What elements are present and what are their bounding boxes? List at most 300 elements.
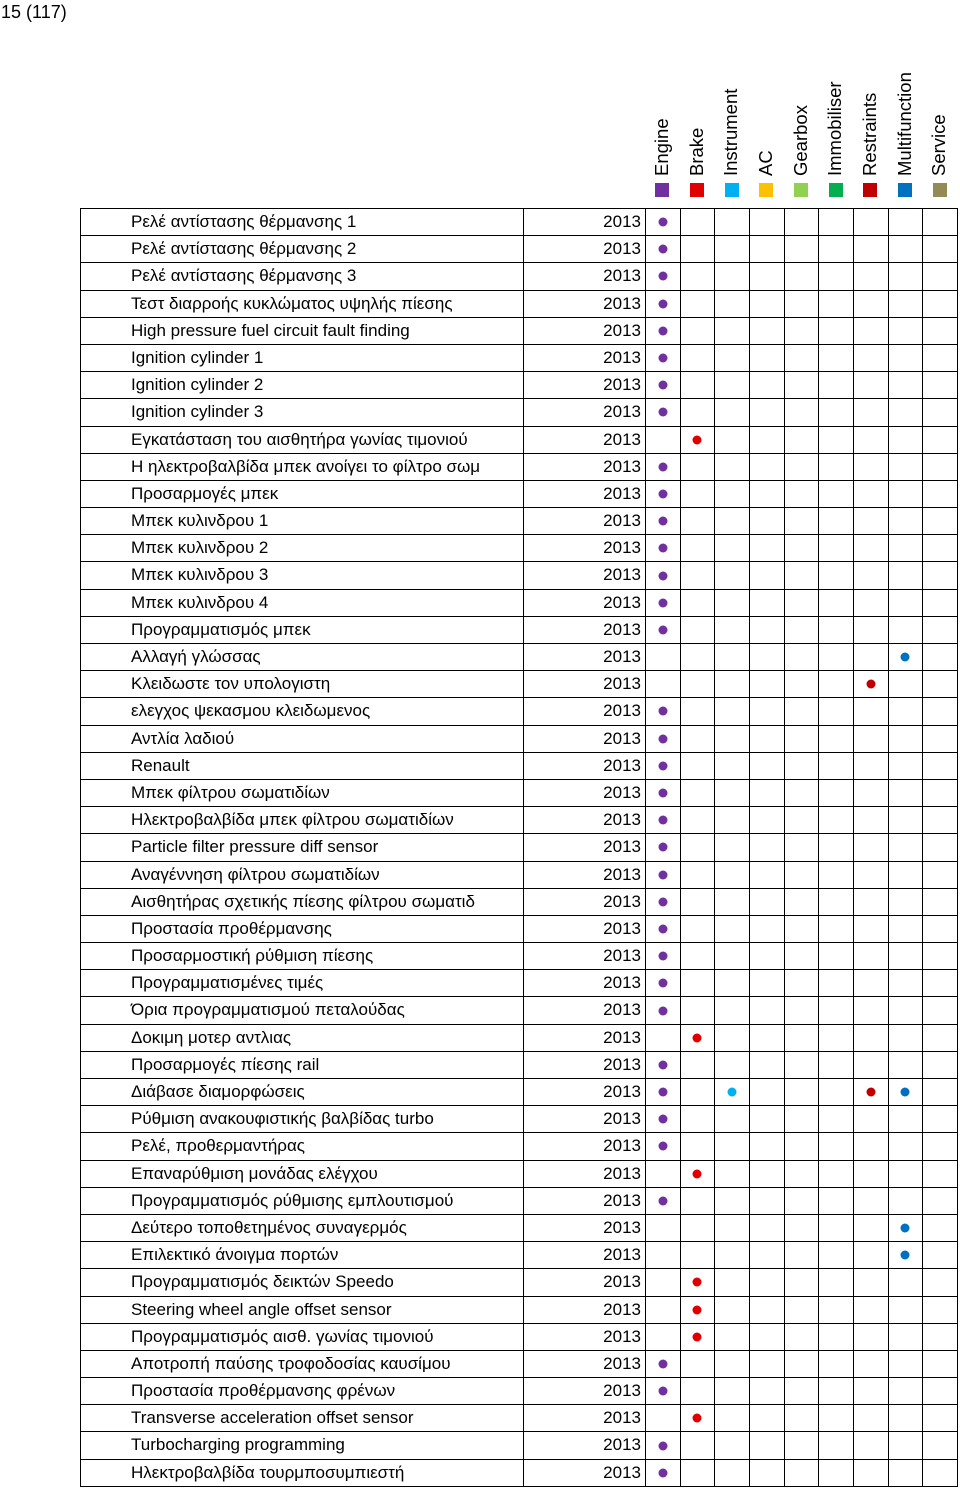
cell-service	[923, 644, 958, 671]
cell-service	[923, 1188, 958, 1215]
cell-immobiliser	[819, 1297, 854, 1324]
engine-supported-dot	[658, 843, 667, 852]
cell-multifunction	[889, 562, 924, 589]
cell-restraints	[854, 1215, 889, 1242]
cell-service	[923, 399, 958, 426]
cell-brake	[681, 1269, 716, 1296]
cell-ac	[750, 427, 785, 454]
row-function-name: Δεύτερο τοποθετημένος συναγερμός	[81, 1215, 524, 1242]
cell-immobiliser	[819, 889, 854, 916]
cell-ac	[750, 1242, 785, 1269]
cell-instrument	[715, 889, 750, 916]
restraints-legend-swatch	[863, 183, 877, 197]
engine-supported-dot	[658, 761, 667, 770]
cell-immobiliser	[819, 508, 854, 535]
table-row	[81, 997, 958, 1024]
cell-immobiliser	[819, 1405, 854, 1432]
cell-multifunction	[889, 807, 924, 834]
cell-service	[923, 508, 958, 535]
cell-restraints	[854, 209, 889, 236]
cell-brake	[681, 590, 716, 617]
cell-gearbox	[785, 1215, 820, 1242]
table-row	[81, 753, 958, 780]
row-year: 2013	[524, 263, 646, 290]
cell-brake	[681, 1405, 716, 1432]
cell-immobiliser	[819, 753, 854, 780]
cell-multifunction	[889, 1052, 924, 1079]
cell-immobiliser	[819, 862, 854, 889]
row-function-name: Προστασία προθέρμανσης	[81, 916, 524, 943]
cell-gearbox	[785, 291, 820, 318]
row-function-name: Ρύθμιση ανακουφιστικής βαλβίδας turbo	[81, 1106, 524, 1133]
brake-supported-dot	[693, 435, 702, 444]
cell-restraints	[854, 997, 889, 1024]
column-header-ac	[749, 40, 784, 200]
cell-brake	[681, 644, 716, 671]
cell-engine	[646, 1188, 681, 1215]
cell-instrument	[715, 590, 750, 617]
cell-ac	[750, 834, 785, 861]
cell-instrument	[715, 943, 750, 970]
table-row	[81, 345, 958, 372]
table-row	[81, 862, 958, 889]
cell-brake	[681, 209, 716, 236]
cell-gearbox	[785, 807, 820, 834]
cell-service	[923, 1269, 958, 1296]
cell-immobiliser	[819, 263, 854, 290]
cell-immobiliser	[819, 834, 854, 861]
cell-gearbox	[785, 1378, 820, 1405]
cell-multifunction	[889, 291, 924, 318]
engine-supported-dot	[658, 598, 667, 607]
cell-immobiliser	[819, 970, 854, 997]
cell-ac	[750, 726, 785, 753]
cell-multifunction	[889, 834, 924, 861]
row-year: 2013	[524, 807, 646, 834]
engine-legend-swatch	[655, 183, 669, 197]
cell-service	[923, 943, 958, 970]
engine-supported-dot	[658, 1088, 667, 1097]
row-year: 2013	[524, 1161, 646, 1188]
column-label-brake: Brake	[685, 127, 707, 176]
cell-brake	[681, 1025, 716, 1052]
engine-supported-dot	[658, 952, 667, 961]
engine-supported-dot	[658, 924, 667, 933]
row-year: 2013	[524, 1269, 646, 1296]
table-row	[81, 372, 958, 399]
cell-gearbox	[785, 562, 820, 589]
cell-instrument	[715, 263, 750, 290]
cell-service	[923, 345, 958, 372]
cell-restraints	[854, 916, 889, 943]
row-function-name: Ignition cylinder 3	[81, 399, 524, 426]
cell-restraints	[854, 1188, 889, 1215]
table-row	[81, 916, 958, 943]
cell-ac	[750, 1351, 785, 1378]
cell-instrument	[715, 916, 750, 943]
cell-service	[923, 862, 958, 889]
cell-engine	[646, 943, 681, 970]
row-function-name: Αλλαγή γλώσσας	[81, 644, 524, 671]
cell-instrument	[715, 1378, 750, 1405]
cell-brake	[681, 807, 716, 834]
cell-instrument	[715, 1405, 750, 1432]
column-label-instrument: Instrument	[720, 88, 742, 176]
table-row	[81, 318, 958, 345]
row-year: 2013	[524, 318, 646, 345]
instrument-supported-dot	[728, 1088, 737, 1097]
engine-supported-dot	[658, 245, 667, 254]
cell-gearbox	[785, 318, 820, 345]
row-year: 2013	[524, 617, 646, 644]
cell-immobiliser	[819, 1460, 854, 1487]
cell-engine	[646, 236, 681, 263]
cell-immobiliser	[819, 698, 854, 725]
cell-engine	[646, 318, 681, 345]
cell-restraints	[854, 1242, 889, 1269]
cell-ac	[750, 481, 785, 508]
row-function-name: Μπεκ κυλινδρου 2	[81, 535, 524, 562]
cell-ac	[750, 1025, 785, 1052]
cell-restraints	[854, 807, 889, 834]
cell-gearbox	[785, 889, 820, 916]
cell-ac	[750, 535, 785, 562]
cell-restraints	[854, 318, 889, 345]
cell-brake	[681, 291, 716, 318]
cell-immobiliser	[819, 1378, 854, 1405]
cell-engine	[646, 562, 681, 589]
column-label-gearbox: Gearbox	[789, 105, 811, 176]
row-year: 2013	[524, 671, 646, 698]
row-function-name: Εγκατάσταση του αισθητήρα γωνίας τιμονιού	[81, 427, 524, 454]
cell-instrument	[715, 644, 750, 671]
cell-engine	[646, 1297, 681, 1324]
row-function-name: High pressure fuel circuit fault finding	[81, 318, 524, 345]
column-label-service: Service	[928, 114, 950, 176]
row-year: 2013	[524, 1324, 646, 1351]
engine-supported-dot	[658, 489, 667, 498]
cell-ac	[750, 1460, 785, 1487]
cell-service	[923, 1460, 958, 1487]
row-year: 2013	[524, 291, 646, 318]
cell-restraints	[854, 345, 889, 372]
cell-gearbox	[785, 726, 820, 753]
brake-supported-dot	[693, 1414, 702, 1423]
cell-immobiliser	[819, 1188, 854, 1215]
row-function-name: Μπεκ κυλινδρου 4	[81, 590, 524, 617]
row-function-name: ελεγχος ψεκασμου κλειδωμενος	[81, 698, 524, 725]
cell-immobiliser	[819, 535, 854, 562]
cell-brake	[681, 1079, 716, 1106]
cell-gearbox	[785, 862, 820, 889]
cell-immobiliser	[819, 1133, 854, 1160]
cell-multifunction	[889, 916, 924, 943]
row-year: 2013	[524, 345, 646, 372]
table-row	[81, 644, 958, 671]
engine-supported-dot	[658, 707, 667, 716]
row-function-name: Ignition cylinder 2	[81, 372, 524, 399]
row-year: 2013	[524, 1215, 646, 1242]
cell-service	[923, 590, 958, 617]
cell-instrument	[715, 807, 750, 834]
row-year: 2013	[524, 209, 646, 236]
cell-instrument	[715, 372, 750, 399]
cell-service	[923, 318, 958, 345]
cell-ac	[750, 1079, 785, 1106]
cell-engine	[646, 671, 681, 698]
row-year: 2013	[524, 834, 646, 861]
row-year: 2013	[524, 372, 646, 399]
cell-ac	[750, 943, 785, 970]
row-year: 2013	[524, 1297, 646, 1324]
cell-immobiliser	[819, 318, 854, 345]
cell-engine	[646, 970, 681, 997]
column-header-service	[922, 40, 957, 200]
cell-ac	[750, 916, 785, 943]
restraints-supported-dot	[866, 680, 875, 689]
cell-gearbox	[785, 916, 820, 943]
table-row	[81, 1106, 958, 1133]
brake-supported-dot	[693, 1278, 702, 1287]
cell-restraints	[854, 862, 889, 889]
row-function-name: Ρελέ αντίστασης θέρμανσης 3	[81, 263, 524, 290]
cell-service	[923, 481, 958, 508]
table-row	[81, 427, 958, 454]
row-year: 2013	[524, 1432, 646, 1459]
cell-instrument	[715, 671, 750, 698]
cell-immobiliser	[819, 1269, 854, 1296]
cell-service	[923, 1215, 958, 1242]
cell-gearbox	[785, 1242, 820, 1269]
cell-service	[923, 753, 958, 780]
row-function-name: Προγραμματισμένες τιμές	[81, 970, 524, 997]
row-function-name: Δοκιμη μοτερ αντλιας	[81, 1025, 524, 1052]
cell-brake	[681, 399, 716, 426]
table-row	[81, 1161, 958, 1188]
engine-supported-dot	[658, 326, 667, 335]
cell-engine	[646, 889, 681, 916]
cell-ac	[750, 372, 785, 399]
cell-brake	[681, 1242, 716, 1269]
cell-brake	[681, 862, 716, 889]
cell-service	[923, 1351, 958, 1378]
cell-gearbox	[785, 1297, 820, 1324]
cell-restraints	[854, 1106, 889, 1133]
cell-service	[923, 209, 958, 236]
cell-multifunction	[889, 1351, 924, 1378]
cell-ac	[750, 1269, 785, 1296]
table-row	[81, 671, 958, 698]
cell-restraints	[854, 698, 889, 725]
brake-legend-swatch	[690, 183, 704, 197]
cell-multifunction	[889, 1297, 924, 1324]
row-function-name: Επαναρύθμιση μονάδας ελέγχου	[81, 1161, 524, 1188]
cell-immobiliser	[819, 807, 854, 834]
cell-multifunction	[889, 970, 924, 997]
row-year: 2013	[524, 1351, 646, 1378]
cell-immobiliser	[819, 780, 854, 807]
brake-supported-dot	[693, 1033, 702, 1042]
row-year: 2013	[524, 535, 646, 562]
row-function-name: Αντλία λαδιού	[81, 726, 524, 753]
table-row	[81, 236, 958, 263]
restraints-supported-dot	[866, 1088, 875, 1097]
cell-instrument	[715, 481, 750, 508]
cell-service	[923, 834, 958, 861]
cell-instrument	[715, 1432, 750, 1459]
cell-ac	[750, 862, 785, 889]
cell-engine	[646, 399, 681, 426]
cell-service	[923, 807, 958, 834]
table-row	[81, 1351, 958, 1378]
cell-restraints	[854, 1405, 889, 1432]
row-function-name: Επιλεκτικό άνοιγμα πορτών	[81, 1242, 524, 1269]
cell-gearbox	[785, 236, 820, 263]
cell-instrument	[715, 318, 750, 345]
cell-instrument	[715, 1161, 750, 1188]
cell-ac	[750, 454, 785, 481]
cell-ac	[750, 263, 785, 290]
cell-gearbox	[785, 345, 820, 372]
column-header-multifunction	[888, 40, 923, 200]
cell-instrument	[715, 753, 750, 780]
row-function-name: Αναγέννηση φίλτρου σωματιδίων	[81, 862, 524, 889]
cell-immobiliser	[819, 617, 854, 644]
cell-brake	[681, 535, 716, 562]
cell-ac	[750, 345, 785, 372]
column-header-engine	[645, 40, 680, 200]
cell-brake	[681, 889, 716, 916]
cell-service	[923, 916, 958, 943]
cell-immobiliser	[819, 427, 854, 454]
cell-brake	[681, 1324, 716, 1351]
cell-service	[923, 535, 958, 562]
row-year: 2013	[524, 726, 646, 753]
cell-immobiliser	[819, 291, 854, 318]
row-year: 2013	[524, 780, 646, 807]
row-function-name: Προστασία προθέρμανσης φρένων	[81, 1378, 524, 1405]
cell-instrument	[715, 997, 750, 1024]
cell-engine	[646, 1324, 681, 1351]
row-function-name: Αισθητήρας σχετικής πίεσης φίλτρου σωματιδ	[81, 889, 524, 916]
cell-gearbox	[785, 372, 820, 399]
cell-restraints	[854, 1324, 889, 1351]
cell-multifunction	[889, 1405, 924, 1432]
cell-restraints	[854, 590, 889, 617]
cell-multifunction	[889, 1269, 924, 1296]
cell-brake	[681, 753, 716, 780]
brake-supported-dot	[693, 1305, 702, 1314]
row-function-name: Αποτροπή παύσης τροφοδοσίας καυσίμου	[81, 1351, 524, 1378]
cell-immobiliser	[819, 236, 854, 263]
row-year: 2013	[524, 508, 646, 535]
cell-immobiliser	[819, 916, 854, 943]
cell-gearbox	[785, 1133, 820, 1160]
cell-gearbox	[785, 1432, 820, 1459]
table-row	[81, 1297, 958, 1324]
cell-engine	[646, 535, 681, 562]
cell-instrument	[715, 1079, 750, 1106]
multifunction-legend-swatch	[898, 183, 912, 197]
cell-instrument	[715, 726, 750, 753]
cell-brake	[681, 372, 716, 399]
cell-engine	[646, 1378, 681, 1405]
row-function-name: Steering wheel angle offset sensor	[81, 1297, 524, 1324]
cell-ac	[750, 399, 785, 426]
cell-restraints	[854, 1079, 889, 1106]
cell-gearbox	[785, 1269, 820, 1296]
cell-service	[923, 1079, 958, 1106]
cell-ac	[750, 1161, 785, 1188]
cell-service	[923, 970, 958, 997]
row-function-name: Ηλεκτροβαλβίδα μπεκ φίλτρου σωματιδίων	[81, 807, 524, 834]
cell-service	[923, 1242, 958, 1269]
row-year: 2013	[524, 1378, 646, 1405]
cell-multifunction	[889, 508, 924, 535]
cell-multifunction	[889, 1161, 924, 1188]
cell-instrument	[715, 454, 750, 481]
row-function-name: Προγραμματισμός ρύθμισης εμπλουτισμού	[81, 1188, 524, 1215]
cell-ac	[750, 291, 785, 318]
cell-brake	[681, 1161, 716, 1188]
cell-gearbox	[785, 1324, 820, 1351]
cell-engine	[646, 481, 681, 508]
cell-instrument	[715, 427, 750, 454]
cell-service	[923, 726, 958, 753]
row-function-name: Κλειδωστε τον υπολογιστη	[81, 671, 524, 698]
cell-restraints	[854, 889, 889, 916]
column-label-engine: Engine	[651, 118, 672, 176]
row-year: 2013	[524, 399, 646, 426]
multifunction-supported-dot	[901, 1224, 910, 1233]
row-function-name: Η ηλεκτροβαλβίδα μπεκ ανοίγει το φίλτρο σωμ	[81, 454, 524, 481]
cell-instrument	[715, 1215, 750, 1242]
column-header-immobiliser	[818, 40, 853, 200]
cell-instrument	[715, 834, 750, 861]
cell-ac	[750, 1297, 785, 1324]
cell-service	[923, 617, 958, 644]
table-row	[81, 889, 958, 916]
cell-engine	[646, 834, 681, 861]
cell-multifunction	[889, 1460, 924, 1487]
cell-multifunction	[889, 209, 924, 236]
cell-multifunction	[889, 1242, 924, 1269]
cell-restraints	[854, 671, 889, 698]
cell-engine	[646, 617, 681, 644]
engine-supported-dot	[658, 1115, 667, 1124]
cell-restraints	[854, 970, 889, 997]
table-row	[81, 943, 958, 970]
cell-engine	[646, 807, 681, 834]
gearbox-legend-swatch	[794, 183, 808, 197]
cell-immobiliser	[819, 562, 854, 589]
cell-engine	[646, 454, 681, 481]
table-row	[81, 535, 958, 562]
engine-supported-dot	[658, 1060, 667, 1069]
cell-gearbox	[785, 970, 820, 997]
cell-restraints	[854, 780, 889, 807]
cell-immobiliser	[819, 372, 854, 399]
table-row	[81, 1432, 958, 1459]
cell-multifunction	[889, 753, 924, 780]
row-year: 2013	[524, 1025, 646, 1052]
cell-restraints	[854, 1351, 889, 1378]
engine-supported-dot	[658, 517, 667, 526]
cell-brake	[681, 562, 716, 589]
cell-engine	[646, 644, 681, 671]
cell-brake	[681, 1351, 716, 1378]
cell-multifunction	[889, 1324, 924, 1351]
